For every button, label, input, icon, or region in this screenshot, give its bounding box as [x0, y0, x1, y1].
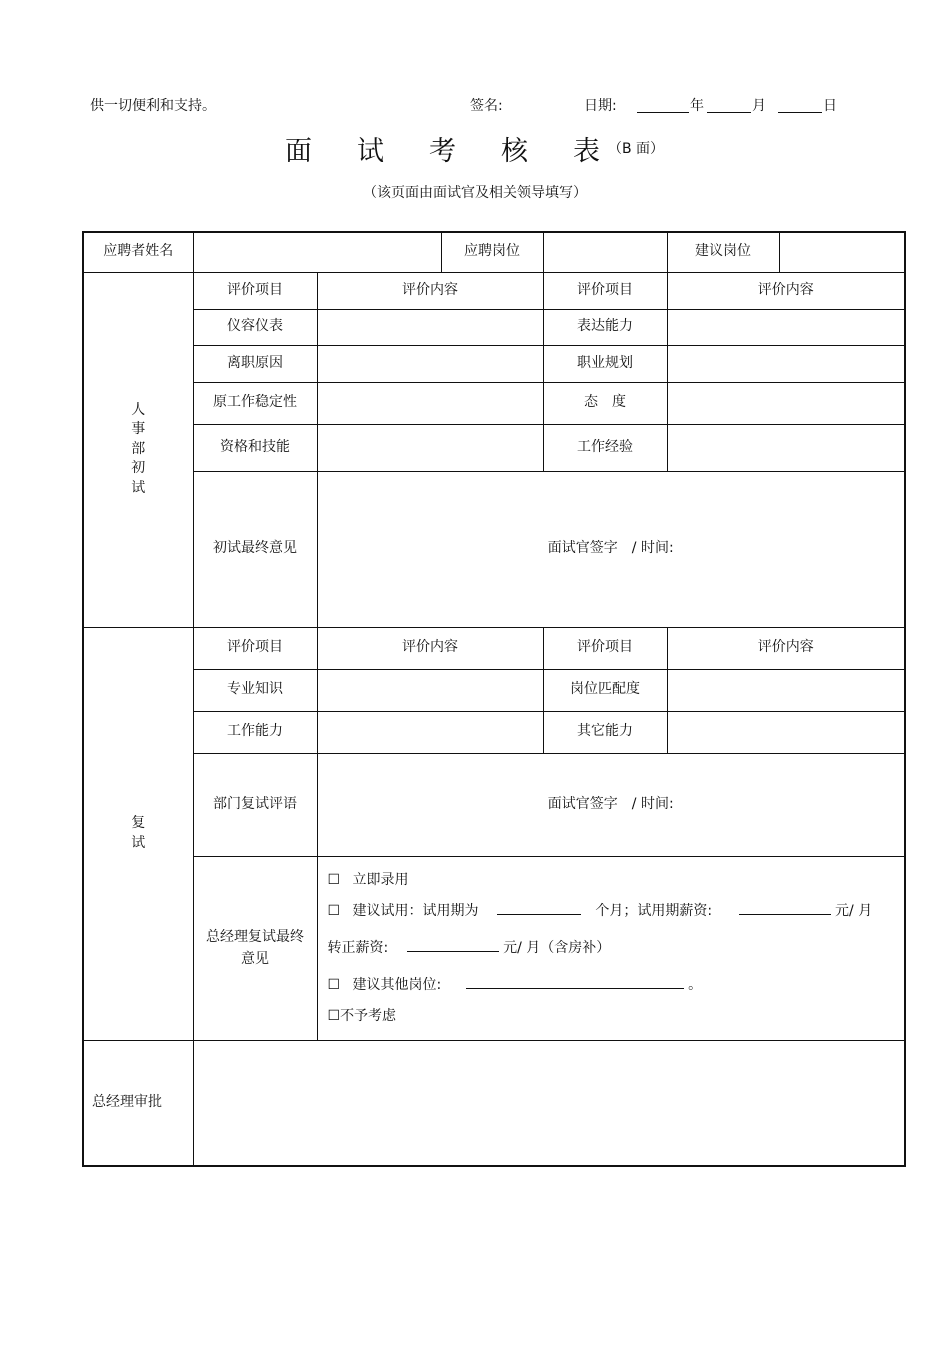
- option-label: 元/ 月: [835, 902, 873, 919]
- option-label: 个月；试用期薪资:: [595, 902, 713, 919]
- gm-final-opinion-label: [193, 856, 317, 1040]
- page-subtitle: （该页面由面试官及相关领导填写）: [363, 185, 587, 201]
- option-label: 转正薪资:: [327, 939, 389, 956]
- trial-months-blank[interactable]: [497, 900, 581, 915]
- gm-final-opinion-options: [317, 856, 905, 1040]
- eval-content-field[interactable]: [667, 669, 905, 711]
- day-blank[interactable]: [778, 112, 822, 113]
- applicant-name-field[interactable]: [193, 232, 441, 272]
- option-other-post[interactable]: [328, 967, 895, 1004]
- eval-item-label: 岗位匹配度: [543, 669, 667, 711]
- section-label-char: 人: [131, 401, 146, 418]
- eval-content-field[interactable]: [667, 309, 905, 345]
- eval-item-label: 其它能力: [543, 711, 667, 753]
- title-char: 面: [285, 136, 312, 167]
- initial-final-opinion-label: 初试最终意见: [193, 471, 317, 627]
- gm-final-opinion-text: 总经理复试最终意见: [206, 928, 304, 967]
- applied-position-label: 应聘岗位: [441, 232, 543, 272]
- date-label: 日期:: [584, 98, 617, 114]
- eval-content-field[interactable]: [317, 424, 543, 471]
- eval-content-field[interactable]: [667, 382, 905, 424]
- initial-final-opinion-field[interactable]: [317, 471, 905, 627]
- section-label-char: 初: [131, 460, 146, 477]
- title-char: 试: [357, 136, 384, 167]
- option-regular-salary: [328, 930, 895, 967]
- eval-item-label: 仪容仪表: [193, 309, 317, 345]
- day-label: 日: [823, 98, 837, 114]
- eval-item-header: 评价项目: [543, 627, 667, 669]
- interviewer-signature-label: 面试官签字 / 时间:: [547, 540, 674, 557]
- checkbox-icon[interactable]: ☐: [327, 976, 341, 993]
- applicant-name-label: 应聘者姓名: [83, 232, 193, 272]
- option-label: 建议其他岗位:: [352, 976, 442, 993]
- eval-item-label: 态 度: [543, 382, 667, 424]
- gm-approval-label: 总经理审批: [83, 1040, 193, 1166]
- eval-item-label: 工作能力: [193, 711, 317, 753]
- regular-salary-blank[interactable]: [407, 937, 499, 952]
- month-blank[interactable]: [707, 112, 751, 113]
- applied-position-field[interactable]: [543, 232, 667, 272]
- title-char: 表: [573, 136, 600, 167]
- suggested-position-field[interactable]: [779, 232, 905, 272]
- eval-item-label: 资格和技能: [193, 424, 317, 471]
- eval-content-header: 评价内容: [317, 627, 543, 669]
- option-hire-now[interactable]: [328, 867, 895, 893]
- option-reject[interactable]: [328, 1004, 895, 1028]
- option-trial[interactable]: [328, 893, 895, 930]
- checkbox-icon[interactable]: ☐: [327, 871, 341, 888]
- retest-section-label: [83, 627, 193, 1040]
- hr-initial-section-label: [83, 272, 193, 627]
- eval-content-field[interactable]: [667, 424, 905, 471]
- eval-content-field[interactable]: [667, 345, 905, 382]
- option-label: 。: [688, 976, 703, 993]
- month-label: 月: [752, 98, 766, 114]
- title-side: （B 面）: [608, 141, 665, 157]
- trial-salary-blank[interactable]: [739, 900, 831, 915]
- eval-content-field[interactable]: [667, 711, 905, 753]
- section-label-char: 复: [131, 814, 146, 831]
- section-label-char: 部: [131, 440, 146, 457]
- eval-content-field[interactable]: [317, 711, 543, 753]
- eval-item-label: 原工作稳定性: [193, 382, 317, 424]
- interviewer-signature-label: 面试官签字 / 时间:: [547, 795, 674, 812]
- eval-content-field[interactable]: [317, 309, 543, 345]
- dept-comment-label: 部门复试评语: [193, 753, 317, 856]
- dept-comment-field[interactable]: [317, 753, 905, 856]
- section-label-char: 事: [131, 421, 146, 438]
- eval-item-label: 职业规划: [543, 345, 667, 382]
- eval-item-header: 评价项目: [193, 272, 317, 309]
- option-label: 立即录用: [352, 871, 409, 888]
- eval-content-field[interactable]: [317, 669, 543, 711]
- other-post-blank[interactable]: [466, 974, 684, 989]
- eval-item-label: 表达能力: [543, 309, 667, 345]
- eval-item-header: 评价项目: [543, 272, 667, 309]
- title-char: 考: [429, 136, 456, 167]
- section-label-char: 试: [131, 834, 146, 851]
- checkbox-icon[interactable]: ☐: [327, 902, 341, 919]
- year-label: 年: [690, 98, 704, 114]
- eval-content-header: 评价内容: [317, 272, 543, 309]
- eval-content-header: 评价内容: [667, 272, 905, 309]
- option-label: 元/ 月（含房补）: [503, 939, 611, 956]
- section-label-char: 试: [131, 479, 146, 496]
- gm-approval-field[interactable]: [193, 1040, 905, 1166]
- option-label: 不予考虑: [340, 1007, 397, 1024]
- eval-content-field[interactable]: [317, 345, 543, 382]
- sign-label: 签名:: [470, 98, 503, 114]
- year-blank[interactable]: [637, 112, 689, 113]
- eval-content-field[interactable]: [317, 382, 543, 424]
- checkbox-icon[interactable]: ☐: [327, 1007, 341, 1024]
- option-label: 建议试用：试用期为: [352, 902, 479, 919]
- eval-item-label: 工作经验: [543, 424, 667, 471]
- eval-item-label: 专业知识: [193, 669, 317, 711]
- eval-item-label: 离职原因: [193, 345, 317, 382]
- intro-text: 供一切便利和支持。: [90, 98, 216, 114]
- title-char: 核: [501, 136, 528, 167]
- eval-content-header: 评价内容: [667, 627, 905, 669]
- interview-form: [82, 231, 906, 1167]
- suggested-position-label: 建议岗位: [667, 232, 779, 272]
- eval-item-header: 评价项目: [193, 627, 317, 669]
